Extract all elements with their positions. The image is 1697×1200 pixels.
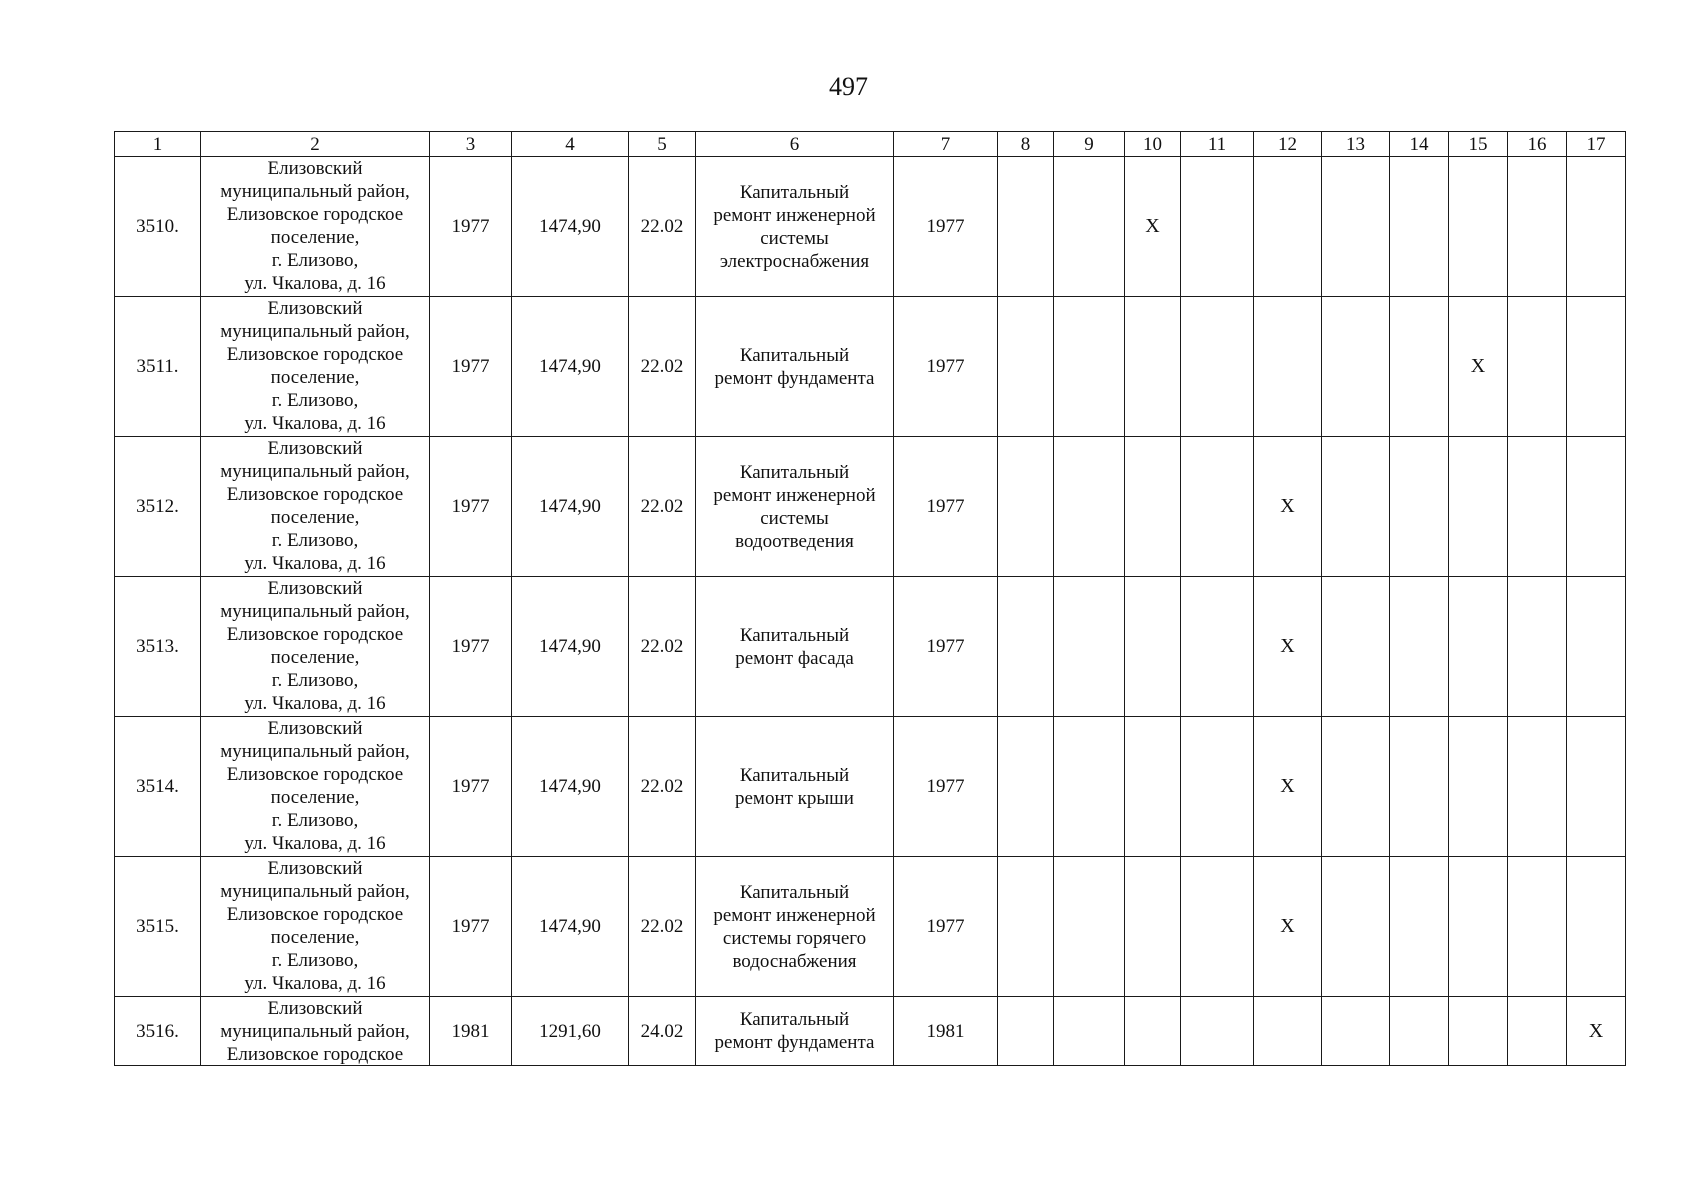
mark-cell: X <box>1567 997 1626 1066</box>
column-header: 5 <box>629 132 696 157</box>
address-cell <box>201 997 430 1066</box>
mark-cell <box>998 997 1054 1066</box>
year-cell: 1977 <box>430 157 512 297</box>
mark-cell: X <box>1254 437 1322 577</box>
work-type-cell <box>696 717 894 857</box>
area-cell: 1474,90 <box>512 857 629 997</box>
column-header: 9 <box>1054 132 1125 157</box>
mark-cell <box>1508 577 1567 717</box>
column-header: 8 <box>998 132 1054 157</box>
column-header: 7 <box>894 132 998 157</box>
mark-cell <box>1181 437 1254 577</box>
mark-cell <box>998 437 1054 577</box>
page-number: 497 <box>829 72 868 101</box>
area-cell: 1474,90 <box>512 297 629 437</box>
column-header: 15 <box>1449 132 1508 157</box>
mark-cell <box>998 717 1054 857</box>
mark-cell <box>1322 437 1390 577</box>
address-cell-line: муниципальный район, <box>220 741 410 762</box>
mark-cell <box>1508 157 1567 297</box>
work-type-cell <box>696 157 894 297</box>
col7-cell: 1977 <box>894 437 998 577</box>
address-cell-line: Елизовский <box>267 298 363 319</box>
mark-cell <box>998 577 1054 717</box>
work-type-cell-line: Капитальный <box>739 764 850 786</box>
address-cell-line: Елизовское городское <box>226 624 404 645</box>
work-type-cell-line: ремонт крыши <box>735 787 854 809</box>
area-cell: 1474,90 <box>512 717 629 857</box>
mark-cell <box>1322 857 1390 997</box>
table-row <box>115 157 1626 297</box>
work-type-cell-line: ремонт фундамента <box>714 1032 875 1053</box>
mark-cell: X <box>1254 717 1322 857</box>
mark-cell <box>1449 717 1508 857</box>
mark-cell <box>998 157 1054 297</box>
address-cell-line: ул. Чкалова, д. 16 <box>244 973 386 994</box>
mark-cell <box>1322 157 1390 297</box>
mark-cell <box>1322 577 1390 717</box>
area-cell: 1474,90 <box>512 577 629 717</box>
mark-cell <box>1181 997 1254 1066</box>
address-cell-line: Елизовский <box>267 998 363 1019</box>
work-type-cell-line: Капитальный <box>739 181 850 203</box>
address-cell-line: поселение, <box>270 927 360 948</box>
address-cell-line: муниципальный район, <box>220 1021 410 1042</box>
mark-cell <box>1567 297 1626 437</box>
address-cell-line: Елизовский <box>267 578 363 599</box>
column-header: 16 <box>1508 132 1567 157</box>
work-type-cell-line: ремонт фундамента <box>714 367 875 389</box>
mark-cell <box>1125 437 1181 577</box>
row-number: 3512. <box>115 437 201 577</box>
mark-cell <box>1567 717 1626 857</box>
row-number: 3510. <box>115 157 201 297</box>
mark-cell <box>1508 297 1567 437</box>
address-cell-line: г. Елизово, <box>271 250 359 271</box>
mark-cell <box>1254 297 1322 437</box>
mark-cell <box>1390 997 1449 1066</box>
mark-cell <box>1054 717 1125 857</box>
address-cell-line: ул. Чкалова, д. 16 <box>244 553 386 574</box>
work-type-cell <box>696 577 894 717</box>
mark-cell <box>1254 157 1322 297</box>
address-cell-line: Елизовский <box>267 158 363 179</box>
mark-cell: X <box>1449 297 1508 437</box>
mark-cell <box>1508 997 1567 1066</box>
address-cell-line: Елизовское городское <box>226 764 404 785</box>
work-type-cell-line: системы горячего <box>722 927 867 949</box>
table-row <box>115 717 1626 857</box>
address-cell <box>201 297 430 437</box>
code-cell: 22.02 <box>629 577 696 717</box>
work-type-cell <box>696 857 894 997</box>
work-type-cell-line: Капитальный <box>739 624 850 646</box>
mark-cell <box>1567 577 1626 717</box>
col7-cell: 1977 <box>894 577 998 717</box>
work-type-cell-line: ремонт инженерной <box>713 204 876 226</box>
address-cell-line: г. Елизово, <box>271 530 359 551</box>
address-cell-line: муниципальный район, <box>220 321 410 342</box>
mark-cell <box>1508 857 1567 997</box>
code-cell: 22.02 <box>629 857 696 997</box>
address-cell <box>201 157 430 297</box>
address-cell <box>201 717 430 857</box>
mark-cell: X <box>1254 857 1322 997</box>
work-type-cell-line: ремонт фасада <box>735 647 854 669</box>
column-header: 17 <box>1567 132 1626 157</box>
address-cell <box>201 857 430 997</box>
table-row <box>115 297 1626 437</box>
row-number: 3513. <box>115 577 201 717</box>
mark-cell <box>998 297 1054 437</box>
address-cell-line: ул. Чкалова, д. 16 <box>244 413 386 434</box>
mark-cell <box>1567 157 1626 297</box>
area-cell: 1291,60 <box>512 997 629 1066</box>
column-header: 4 <box>512 132 629 157</box>
mark-cell <box>1449 577 1508 717</box>
mark-cell <box>1181 577 1254 717</box>
mark-cell <box>1125 857 1181 997</box>
address-cell-line: муниципальный район, <box>220 181 410 202</box>
mark-cell <box>1054 157 1125 297</box>
code-cell: 24.02 <box>629 997 696 1066</box>
column-header: 12 <box>1254 132 1322 157</box>
table-row <box>115 437 1626 577</box>
address-cell-line: Елизовское городское <box>226 344 404 365</box>
table-row <box>115 857 1626 997</box>
mark-cell <box>1181 157 1254 297</box>
table-row <box>115 997 1626 1066</box>
mark-cell: X <box>1254 577 1322 717</box>
work-type-cell-line: водоснабжения <box>732 950 857 972</box>
mark-cell <box>1125 577 1181 717</box>
address-cell-line: муниципальный район, <box>220 601 410 622</box>
work-type-cell-line: Капитальный <box>739 344 850 366</box>
mark-cell <box>1054 857 1125 997</box>
col7-cell: 1977 <box>894 857 998 997</box>
code-cell: 22.02 <box>629 157 696 297</box>
mark-cell <box>1054 297 1125 437</box>
mark-cell <box>1181 297 1254 437</box>
mark-cell <box>1390 857 1449 997</box>
work-type-cell-line: Капитальный <box>739 461 850 483</box>
year-cell: 1977 <box>430 857 512 997</box>
mark-cell <box>1390 437 1449 577</box>
address-cell <box>201 437 430 577</box>
work-type-cell-line: ремонт инженерной <box>713 904 876 926</box>
address-cell-line: Елизовский <box>267 858 363 879</box>
mark-cell <box>1449 857 1508 997</box>
mark-cell <box>1054 997 1125 1066</box>
mark-cell <box>1125 297 1181 437</box>
mark-cell <box>1508 717 1567 857</box>
address-cell-line: ул. Чкалова, д. 16 <box>244 273 386 294</box>
address-cell-line: Елизовское городское <box>226 1044 404 1065</box>
col7-cell: 1977 <box>894 717 998 857</box>
table-body <box>115 157 1626 1066</box>
address-cell-line: ул. Чкалова, д. 16 <box>244 833 386 854</box>
column-header: 14 <box>1390 132 1449 157</box>
work-type-cell-line: ремонт инженерной <box>713 484 876 506</box>
column-number-row <box>115 132 1626 157</box>
work-type-cell <box>696 297 894 437</box>
address-cell-line: Елизовский <box>267 718 363 739</box>
area-cell: 1474,90 <box>512 157 629 297</box>
work-type-cell <box>696 997 894 1066</box>
address-cell-line: Елизовское городское <box>226 204 404 225</box>
col7-cell: 1977 <box>894 157 998 297</box>
column-header: 3 <box>430 132 512 157</box>
column-header: 1 <box>115 132 201 157</box>
year-cell: 1981 <box>430 997 512 1066</box>
address-cell-line: поселение, <box>270 367 360 388</box>
mark-cell <box>1449 437 1508 577</box>
year-cell: 1977 <box>430 297 512 437</box>
area-cell: 1474,90 <box>512 437 629 577</box>
column-header: 10 <box>1125 132 1181 157</box>
address-cell-line: г. Елизово, <box>271 950 359 971</box>
address-cell-line: Елизовское городское <box>226 484 404 505</box>
code-cell: 22.02 <box>629 297 696 437</box>
address-cell-line: ул. Чкалова, д. 16 <box>244 693 386 714</box>
address-cell-line: г. Елизово, <box>271 810 359 831</box>
mark-cell <box>1054 437 1125 577</box>
year-cell: 1977 <box>430 717 512 857</box>
address-cell <box>201 577 430 717</box>
mark-cell <box>1254 997 1322 1066</box>
year-cell: 1977 <box>430 577 512 717</box>
column-header: 13 <box>1322 132 1390 157</box>
mark-cell <box>1567 857 1626 997</box>
mark-cell <box>1322 997 1390 1066</box>
table-row <box>115 577 1626 717</box>
code-cell: 22.02 <box>629 437 696 577</box>
row-number: 3515. <box>115 857 201 997</box>
column-header: 11 <box>1181 132 1254 157</box>
address-cell-line: поселение, <box>270 787 360 808</box>
mark-cell <box>1125 717 1181 857</box>
column-header: 2 <box>201 132 430 157</box>
repair-schedule-table <box>114 131 1626 1066</box>
mark-cell <box>1390 297 1449 437</box>
mark-cell <box>998 857 1054 997</box>
col7-cell: 1977 <box>894 297 998 437</box>
mark-cell <box>1181 857 1254 997</box>
column-header: 6 <box>696 132 894 157</box>
address-cell-line: поселение, <box>270 647 360 668</box>
mark-cell: X <box>1125 157 1181 297</box>
mark-cell <box>1322 297 1390 437</box>
address-cell-line: муниципальный район, <box>220 881 410 902</box>
row-number: 3511. <box>115 297 201 437</box>
work-type-cell-line: водоотведения <box>735 530 854 552</box>
row-number: 3516. <box>115 997 201 1066</box>
mark-cell <box>1390 157 1449 297</box>
row-number: 3514. <box>115 717 201 857</box>
work-type-cell-line: Капитальный <box>739 1009 850 1030</box>
mark-cell <box>1054 577 1125 717</box>
mark-cell <box>1181 717 1254 857</box>
address-cell-line: поселение, <box>270 227 360 248</box>
work-type-cell-line: электроснабжения <box>719 250 870 272</box>
address-cell-line: поселение, <box>270 507 360 528</box>
mark-cell <box>1567 437 1626 577</box>
work-type-cell-line: Капитальный <box>739 881 850 903</box>
year-cell: 1977 <box>430 437 512 577</box>
address-cell-line: Елизовский <box>267 438 363 459</box>
code-cell: 22.02 <box>629 717 696 857</box>
address-cell-line: муниципальный район, <box>220 461 410 482</box>
col7-cell: 1981 <box>894 997 998 1066</box>
address-cell-line: Елизовское городское <box>226 904 404 925</box>
mark-cell <box>1390 577 1449 717</box>
mark-cell <box>1390 717 1449 857</box>
mark-cell <box>1508 437 1567 577</box>
mark-cell <box>1322 717 1390 857</box>
work-type-cell <box>696 437 894 577</box>
work-type-cell-line: системы <box>760 227 829 249</box>
address-cell-line: г. Елизово, <box>271 670 359 691</box>
mark-cell <box>1125 997 1181 1066</box>
address-cell-line: г. Елизово, <box>271 390 359 411</box>
mark-cell <box>1449 997 1508 1066</box>
mark-cell <box>1449 157 1508 297</box>
work-type-cell-line: системы <box>760 507 829 529</box>
